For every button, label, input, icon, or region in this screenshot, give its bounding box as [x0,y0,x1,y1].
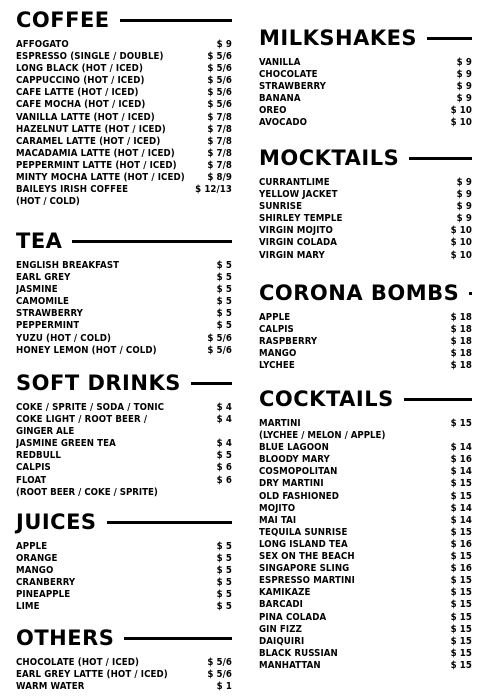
item-name: APPLE [16,541,48,552]
item-name: RASPBERRY [259,336,318,348]
menu-item [259,624,472,636]
item-price: $ 5/6 [207,63,232,75]
section-heading [259,278,472,308]
item-name: MANGO [16,565,54,577]
menu-item [259,213,472,225]
section-heading [16,5,232,35]
item-name: FLOAT [16,474,47,486]
menu-item [16,172,232,184]
heading-rule [72,240,232,243]
item-price: $ 15 [450,647,472,659]
menu-item [259,442,472,454]
item-price: $ 5/6 [207,344,232,356]
section-title: MOCKTAILS [259,146,400,170]
item-name: DRY MARTINI [259,478,324,490]
item-name: PINA COLADA [259,611,327,623]
item-name: STRAWBERRY [259,81,327,93]
item-price: $ 5 [216,565,232,577]
menu-item [259,418,472,430]
item-name: HAZELNUT LATTE (HOT / ICED) [16,123,166,135]
menu-section-milkshakes [259,23,472,130]
item-name: VANILLA [259,57,301,68]
item-name: EARL GREY LATTE (HOT / ICED) [16,669,168,681]
item-list [259,57,472,130]
item-name: MANGO [259,348,297,360]
item-price: $ 5 [216,284,232,296]
item-name: BLOODY MARY [259,454,330,466]
item-price: $ 6 [216,474,232,486]
item-name: JASMINE GREEN TEA [16,438,116,450]
item-name: LONG ISLAND TEA [259,538,348,550]
menu-item [16,272,232,284]
menu-item [259,312,472,324]
menu-item [16,99,232,111]
heading-rule [107,521,232,524]
menu-item [259,527,472,539]
menu-item [259,539,472,551]
item-price: $ 18 [450,312,472,323]
item-price: $ 15 [450,659,472,671]
menu-item [259,324,472,336]
item-price: $ 5 [216,308,232,320]
item-list [259,418,472,672]
heading-rule [427,37,472,40]
item-price: $ 15 [450,599,472,611]
section-heading [16,507,232,537]
section-heading [259,384,472,414]
item-price: $ 5 [216,601,232,613]
item-price: $ 14 [450,442,472,454]
item-list [259,177,472,262]
item-price: $ 15 [450,587,472,599]
menu-item [16,601,232,613]
menu-item [259,599,472,611]
heading-rule [409,157,472,160]
item-name: CHOCOLATE (HOT / ICED) [16,657,140,668]
section-title: SOFT DRINKS [16,371,181,395]
item-subtext: GINGER ALE [16,426,75,438]
section-heading [259,143,472,173]
item-price: $ 5/6 [207,75,232,87]
item-name: LIME [16,601,40,613]
item-name: ORANGE [16,553,58,565]
item-price: $ 9 [456,81,472,93]
item-price: $ 5/6 [207,669,232,681]
menu-item [16,87,232,99]
item-price: $ 15 [450,623,472,635]
menu-item [259,503,472,515]
item-price: $ 5 [216,553,232,565]
item-price: $ 4 [216,438,232,450]
menu-item [16,333,232,345]
item-subtext: (LYCHEE / MELON / APPLE) [259,430,386,442]
menu-item [16,124,232,136]
menu-item [16,320,232,332]
item-name: WARM WATER [16,681,85,693]
menu-item [259,177,472,189]
menu-section-soft-drinks [16,368,232,499]
item-name: YUZU (HOT / COLD) [16,332,112,344]
item-price: $ 6 [216,462,232,474]
menu-item [16,308,232,320]
item-price: $ 14 [450,466,472,478]
menu-item [259,225,472,237]
menu-item [16,296,232,308]
item-price: $ 5 [216,589,232,601]
item-name: VANILLA LATTE (HOT / ICED) [16,111,155,123]
item-name: KAMIKAZE [259,587,311,599]
menu-item [259,105,472,117]
menu-item [16,51,232,63]
item-name: GIN FIZZ [259,623,302,635]
item-name: APPLE [259,312,291,323]
item-price: $ 14 [450,502,472,514]
item-name: CALPIS [259,324,294,336]
item-name: CAFE LATTE (HOT / ICED) [16,87,139,99]
menu-item [16,160,232,172]
heading-rule [404,398,472,401]
item-name: CARAMEL LATTE (HOT / ICED) [16,135,161,147]
item-price: $ 18 [450,348,472,360]
menu-item [259,57,472,69]
item-price: $ 16 [450,454,472,466]
menu-item [259,478,472,490]
item-name: VIRGIN MOJITO [259,225,333,237]
item-name: PEPPERMINT LATTE (HOT / ICED) [16,159,177,171]
item-name: CHOCOLATE [259,69,318,81]
menu-section-tea [16,226,232,357]
item-price: $ 15 [450,551,472,563]
item-name: BLUE LAGOON [259,442,329,454]
item-price: $ 15 [450,575,472,587]
item-name: MACADAMIA LATTE (HOT / ICED) [16,147,175,159]
menu-item [16,345,232,357]
item-name: SEX ON THE BEACH [259,551,355,563]
menu-item [259,575,472,587]
item-name: HONEY LEMON (HOT / COLD) [16,344,157,356]
menu-item [259,466,472,478]
menu-item [259,117,472,129]
item-name: BLACK RUSSIAN [259,647,338,659]
heading-rule [124,637,232,640]
item-price: $ 9 [456,189,472,201]
item-name: LONG BLACK (HOT / ICED) [16,63,143,75]
menu-item [16,112,232,124]
menu-section-others [16,623,232,693]
item-price: $ 9 [456,69,472,81]
item-name: AFFOGATO [16,39,69,50]
menu-item [16,553,232,565]
item-price: $ 10 [450,117,472,129]
item-name: VIRGIN COLADA [259,237,338,249]
item-name: SUNRISE [259,201,303,213]
section-title: OTHERS [16,626,115,650]
menu-item [16,260,232,272]
menu-item [259,551,472,563]
item-price: $ 15 [450,478,472,490]
item-subtext: (ROOT BEER / COKE / SPRITE) [16,486,158,498]
item-name: OREO [259,105,287,117]
item-name: BAILEYS IRISH COFFEE [16,184,129,196]
menu-item [259,515,472,527]
item-name: CAPPUCCINO (HOT / ICED) [16,75,145,87]
item-price: $ 10 [450,225,472,237]
item-name: JASMINE [16,284,58,296]
menu-item [259,454,472,466]
item-name: STRAWBERRY [16,308,84,320]
item-price: $ 14 [450,514,472,526]
item-price: $ 5 [216,260,232,271]
menu-item [16,63,232,75]
item-name: MANHATTAN [259,659,321,671]
menu-item [259,587,472,599]
section-title: JUICES [16,510,97,534]
item-price: $ 18 [450,360,472,372]
menu-item [259,491,472,503]
item-list [16,402,232,499]
item-price: $ 10 [450,105,472,117]
item-name: ESPRESSO MARTINI [259,575,355,587]
item-price: $ 5/6 [207,51,232,63]
item-price: $ 5 [216,320,232,332]
item-price: $ 9 [216,39,232,50]
item-price: $ 1 [216,681,232,693]
item-name: PINEAPPLE [16,589,71,601]
menu-item [259,348,472,360]
item-name: SHIRLEY TEMPLE [259,213,343,225]
menu-item [259,201,472,213]
item-price: $ 4 [216,414,232,426]
item-name: DAIQUIRI [259,635,305,647]
section-title: COCKTAILS [259,387,394,411]
menu-item [16,462,232,474]
item-name: VIRGIN MARY [259,249,325,261]
item-price: $ 7/8 [207,159,232,171]
item-list [16,39,232,208]
section-title: TEA [16,229,63,253]
item-price: $ 5 [216,541,232,552]
heading-rule [469,292,472,295]
item-name: COSMOPOLITAN [259,466,338,478]
menu-item [16,589,232,601]
item-name: REDBULL [16,450,61,462]
item-name: TEQUILA SUNRISE [259,526,348,538]
menu-item [259,360,472,372]
item-price: $ 5/6 [207,99,232,111]
item-price: $ 9 [456,213,472,225]
item-price: $ 4 [216,402,232,413]
menu-item [16,669,232,681]
item-name: BARCADI [259,599,303,611]
item-price: $ 16 [450,563,472,575]
item-price: $ 7/8 [207,111,232,123]
item-name: ENGLISH BREAKFAST [16,260,120,271]
menu-item [259,189,472,201]
menu-item [259,636,472,648]
item-name: ESPRESSO (SINGLE / DOUBLE) [16,51,164,63]
item-price: $ 16 [450,538,472,550]
item-subtext: (HOT / COLD) [16,196,80,208]
menu-item [16,577,232,589]
item-price: $ 5/6 [207,657,232,668]
item-name: CURRANTLIME [259,177,330,188]
item-price: $ 9 [456,93,472,105]
item-name: MARTINI [259,418,301,429]
menu-item [16,475,232,487]
menu-item [259,648,472,660]
menu-item [16,184,232,196]
item-price: $ 5/6 [207,332,232,344]
menu-section-cocktails [259,384,472,672]
item-price: $ 5 [216,577,232,589]
menu-section-coffee [16,5,232,208]
item-price: $ 10 [450,237,472,249]
menu-item [16,75,232,87]
menu-item [16,402,232,414]
menu-section-juices [16,507,232,614]
section-heading [16,226,232,256]
item-price: $ 10 [450,249,472,261]
item-price: $ 9 [456,177,472,188]
item-name: PEPPERMINT [16,320,80,332]
menu-item [259,336,472,348]
item-name: YELLOW JACKET [259,189,338,201]
menu-item [16,284,232,296]
menu-item [16,414,232,426]
item-name: CRANBERRY [16,577,76,589]
menu-item [16,657,232,669]
item-name: MOJITO [259,502,296,514]
item-price: $ 18 [450,336,472,348]
item-price: $ 5 [216,272,232,284]
section-heading [259,23,472,53]
menu-section-mocktails [259,143,472,262]
item-price: $ 18 [450,324,472,336]
menu-item [16,541,232,553]
item-name: LYCHEE [259,360,295,372]
item-price: $ 15 [450,490,472,502]
menu-item [16,450,232,462]
menu-item [259,81,472,93]
menu-item [259,93,472,105]
section-title: MILKSHAKES [259,26,418,50]
item-name: CAMOMILE [16,296,69,308]
item-name: CAFE MOCHA (HOT / ICED) [16,99,146,111]
item-price: $ 8/9 [207,172,232,184]
menu-item [259,237,472,249]
menu-item [16,681,232,693]
section-heading [16,368,232,398]
item-price: $ 9 [456,201,472,213]
item-list [16,260,232,357]
item-price: $ 7/8 [207,123,232,135]
menu-item [16,565,232,577]
item-name: COKE LIGHT / ROOT BEER / [16,414,148,426]
menu-item [16,136,232,148]
item-price: $ 7/8 [207,147,232,159]
section-heading [16,623,232,653]
menu-item [16,39,232,51]
menu-item [259,660,472,672]
item-price: $ 15 [450,635,472,647]
item-list [16,541,232,614]
item-price: $ 5 [216,450,232,462]
item-name: EARL GREY [16,272,71,284]
heading-rule [120,19,232,22]
item-name: MAI TAI [259,514,297,526]
item-name: OLD FASHIONED [259,490,340,502]
menu-item [259,563,472,575]
item-price: $ 9 [456,57,472,68]
heading-rule [191,382,232,385]
item-name: COKE / SPRITE / SODA / TONIC [16,402,165,413]
item-price: $ 5/6 [207,87,232,99]
item-price: $ 15 [450,418,472,429]
item-name: MINTY MOCHA LATTE (HOT / ICED) [16,172,185,184]
menu-item [16,148,232,160]
item-price: $ 7/8 [207,135,232,147]
item-name: CALPIS [16,462,51,474]
menu-item [259,612,472,624]
item-list [259,312,472,372]
item-price: $ 15 [450,611,472,623]
item-price: $ 12/13 [195,184,232,196]
item-price: $ 15 [450,526,472,538]
menu-item [259,250,472,262]
menu-section-corona-bombs [259,278,472,372]
item-list [16,657,232,693]
item-name: AVOCADO [259,117,308,129]
item-price: $ 5 [216,296,232,308]
section-title: COFFEE [16,8,110,32]
menu-item [259,69,472,81]
item-name: BANANA [259,93,301,105]
menu-item [16,438,232,450]
section-title: CORONA BOMBS [259,281,460,305]
item-name: SINGAPORE SLING [259,563,350,575]
